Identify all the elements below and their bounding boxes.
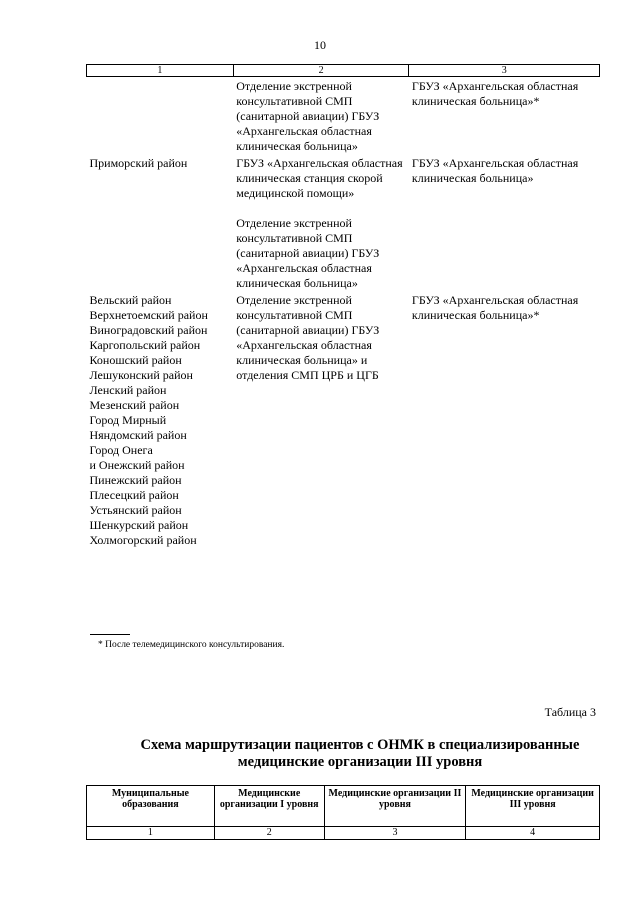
municipality-name: Ленский район: [89, 383, 167, 397]
level2-org: Отделение экстренной консультативной СМП (санитарной авиации) ГБУЗ «Архангельская областная клиническая больница»: [236, 79, 380, 153]
level2-orgs-cell: [233, 291, 409, 548]
header-level1: Медицинские организации I уровня: [214, 786, 324, 827]
column-number-1: 1: [87, 827, 215, 840]
municipality-name: Приморский район: [89, 156, 188, 170]
column-number-3: 3: [409, 65, 600, 77]
municipalities-cell: [87, 77, 234, 155]
municipality-name: Верхнетоемский район: [89, 308, 208, 322]
municipality-name: Мезенский район: [89, 398, 180, 412]
municipality-name: Коношский район: [89, 353, 182, 367]
table-body: [87, 77, 600, 549]
table-header-row: [87, 65, 600, 77]
column-number-2: 2: [233, 65, 409, 77]
table3-header-row: [87, 786, 600, 827]
municipality-name: Город Онега: [89, 443, 153, 457]
municipality-name: Пинежский район: [89, 473, 182, 487]
municipality-name: Плесецкий район: [89, 488, 179, 502]
column-number-3: 3: [324, 827, 466, 840]
column-number-4: 4: [466, 827, 600, 840]
level3-org-cell: ГБУЗ «Архангельская областная клиническая больница»*: [411, 293, 579, 322]
municipalities-cell: [87, 291, 234, 548]
table-title: Схема маршрутизации пациентов с ОНМК в специализированные медицинские организации III уровня: [140, 737, 580, 770]
level2-org: ГБУЗ «Архангельская областная клиническая станция скорой медицинской помощи»: [236, 156, 403, 200]
footnote-divider: [90, 634, 130, 635]
municipality-name: Лешуконский район: [89, 368, 193, 382]
municipality-name: Устьянский район: [89, 503, 182, 517]
table3-number-row: [87, 827, 600, 840]
table-row: [87, 291, 600, 548]
municipality-name: Холмогорский район: [89, 533, 197, 547]
municipality-name: Вельский район: [89, 293, 172, 307]
municipality-name: Виноградовский район: [89, 323, 208, 337]
column-number-2: 2: [214, 827, 324, 840]
column-number-1: 1: [87, 65, 234, 77]
level2-orgs-cell: [233, 154, 409, 291]
municipality-name: Город Мирный: [89, 413, 167, 427]
municipality-name: Шенкурский район: [89, 518, 189, 532]
level2-org: Отделение экстренной консультативной СМП (санитарной авиации) ГБУЗ «Архангельская областная клиническая больница» и отделения СМП ЦРБ и ЦГБ: [236, 293, 380, 382]
table-label: Таблица 3: [544, 705, 596, 719]
level3-org-cell: ГБУЗ «Архангельская областная клиническая больница»*: [411, 79, 579, 108]
routing-table-3: [86, 785, 600, 840]
routing-table-continued: [86, 64, 600, 548]
page-number: 10: [314, 38, 326, 52]
level2-org: Отделение экстренной консультативной СМП (санитарной авиации) ГБУЗ «Архангельская областная клиническая больница»: [236, 216, 380, 290]
municipality-name: Каргопольский район: [89, 338, 201, 352]
municipality-name: Няндомский район: [89, 428, 187, 442]
footnote: * После телемедицинского консультирования.: [98, 640, 285, 650]
municipality-name: и Онежский район: [89, 458, 185, 472]
header-level3: Медицинские организации III уровня: [466, 786, 600, 827]
level3-org-cell: ГБУЗ «Архангельская областная клиническая больница»: [411, 156, 579, 185]
header-municipalities: Муниципальные образования: [87, 786, 215, 827]
table-row: [87, 154, 600, 291]
table-row: [87, 77, 600, 155]
level2-orgs-cell: [233, 77, 409, 155]
municipalities-cell: [87, 154, 234, 291]
header-level2: Медицинские организации II уровня: [324, 786, 466, 827]
